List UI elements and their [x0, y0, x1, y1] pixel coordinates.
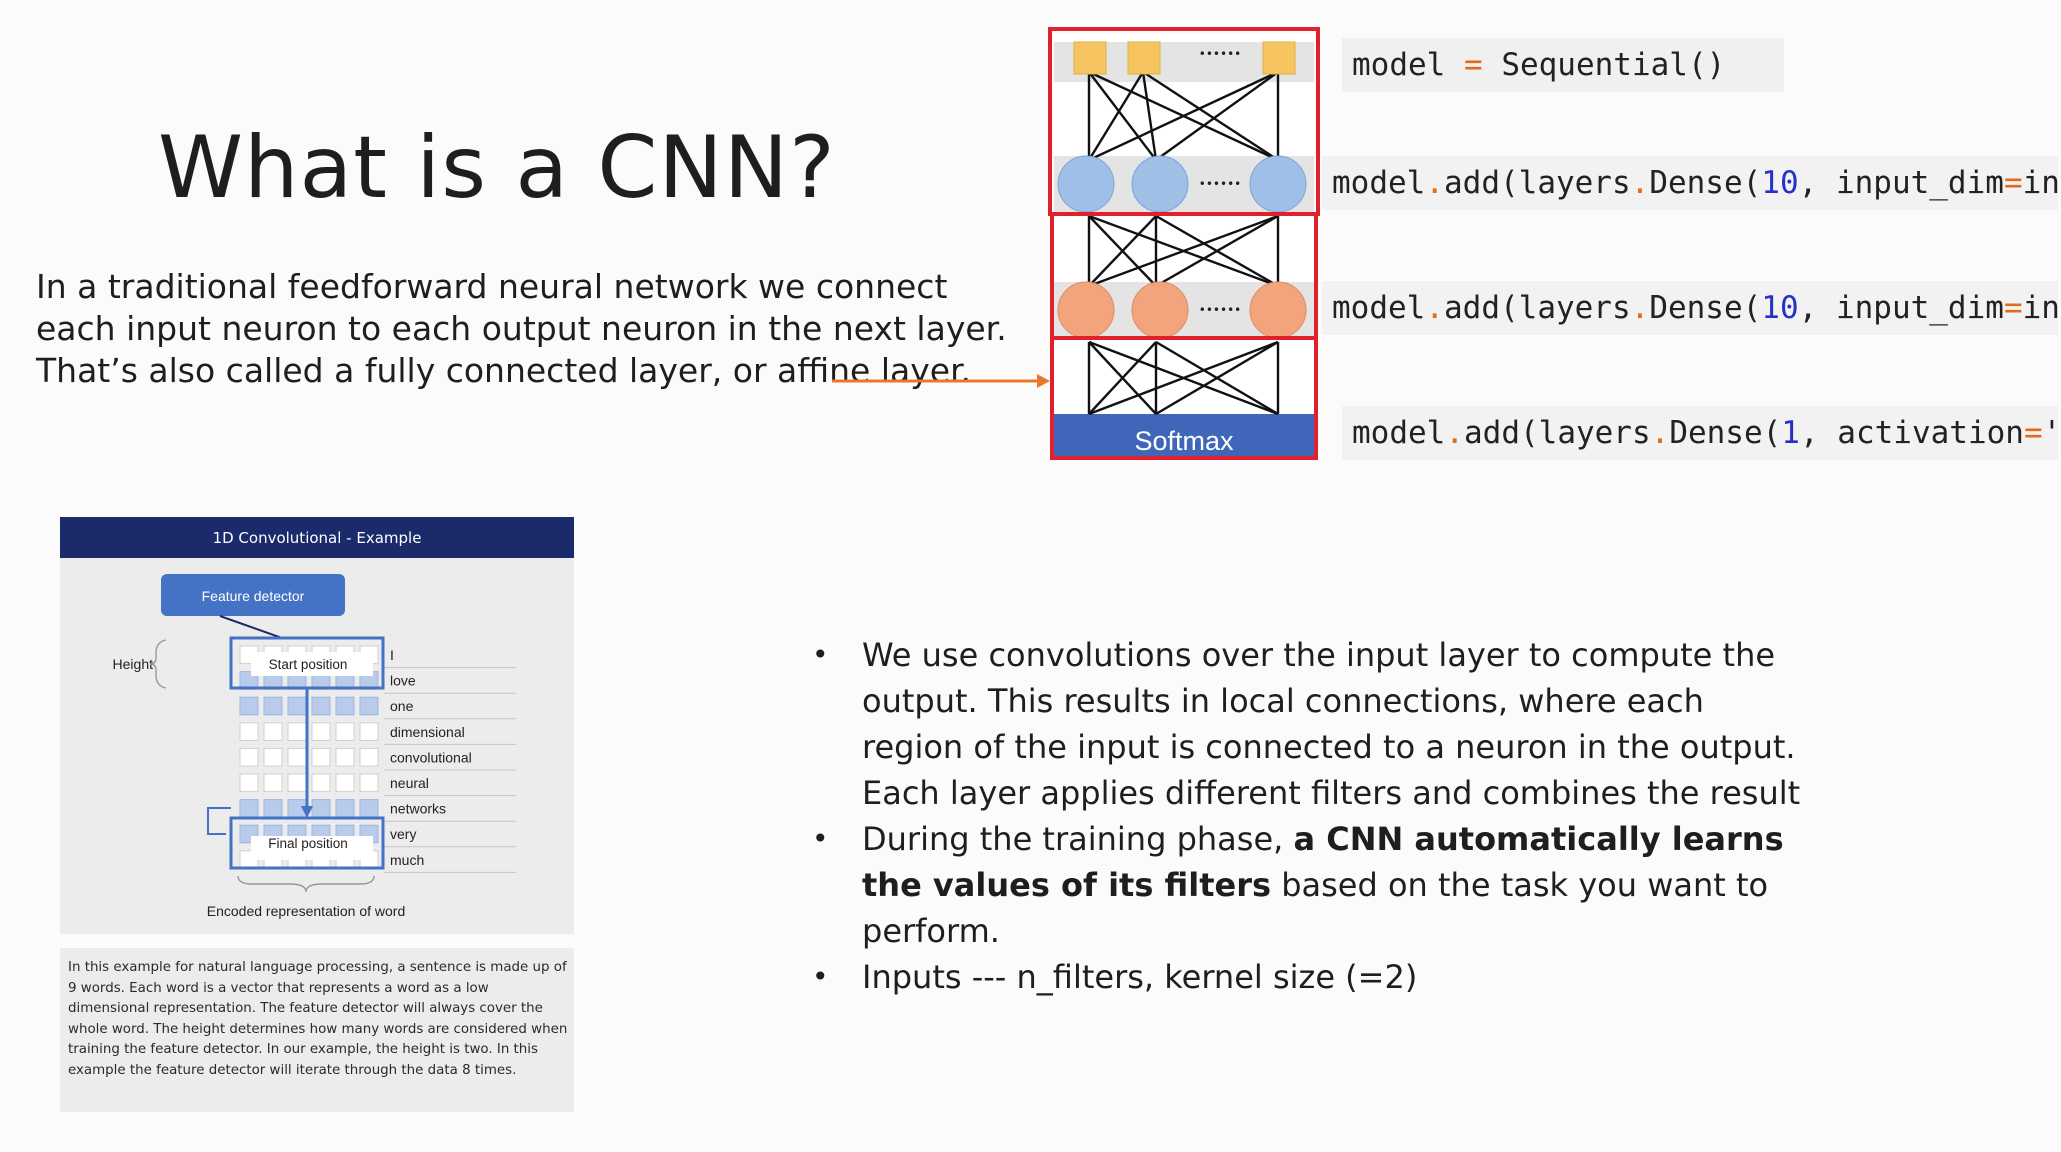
code-line-sequential: model = Sequential(): [1342, 38, 1784, 92]
softmax-label: Softmax: [1134, 426, 1234, 456]
word-vector-cell: [264, 748, 282, 766]
word-vector-cell: [312, 723, 330, 741]
word-label: love: [390, 672, 416, 689]
word-label: very: [390, 826, 417, 843]
word-vector-cell: [264, 723, 282, 741]
hidden-node-blue: [1132, 156, 1188, 212]
word-label: convolutional: [390, 749, 472, 766]
word-label: I: [390, 647, 394, 663]
svg-text:••••••: ••••••: [1198, 47, 1242, 61]
bullet-item: • Inputs --- n_filters, kernel size (=2): [812, 958, 1418, 996]
word-label: one: [390, 698, 414, 715]
word-label: networks: [390, 800, 447, 817]
hidden-node-orange: [1250, 282, 1306, 338]
hidden-node-orange: [1132, 282, 1188, 338]
word-vector-cell: [312, 697, 330, 715]
intro-paragraph: In a traditional feedforward neural network we connect each input neuron to each output neuron in the next layer. That’s also called a fully connected layer, or affine layer.: [36, 267, 1007, 390]
word-vector-cell: [288, 774, 306, 792]
height-label: Height: [112, 656, 153, 672]
word-vector-cell: [264, 800, 282, 818]
bullet-item: • We use convolutions over the input layer to compute the output. This results in local connections, where each region of the input is connected to a neuron in the output. Each layer applies different filters and combines the result: [812, 636, 1801, 812]
word-vector-cell: [360, 774, 378, 792]
code-line-dense-output: model.add(layers.Dense(1, activation=': [1342, 406, 2058, 460]
word-vector-cell: [264, 697, 282, 715]
word-vector-cell: [336, 800, 354, 818]
bullet-item: • During the training phase, a CNN automatically learns the values of its filters based on the task you want to perform.: [812, 820, 1784, 950]
word-label: dimensional: [390, 723, 465, 740]
word-vector-cell: [312, 774, 330, 792]
svg-text:••••••: ••••••: [1198, 177, 1242, 191]
word-vector-cell: [336, 748, 354, 766]
conv-example-diagram: [60, 558, 574, 934]
start-position-label: Start position: [268, 657, 348, 672]
conv-caption-text: In this example for natural language processing, a sentence is made up of 9 words. Each word is a vector that represents a word as a low dimensional representation. The feature detector will always cover the whole word. The height determines how many words are considered when training the feature detector. In our example, the height is two. In this example the feature detector will iterate through the data 8 times.: [68, 960, 568, 1078]
final-position-label: Final position: [268, 836, 348, 851]
word-vector-cell: [240, 723, 258, 741]
word-vector-cell: [360, 697, 378, 715]
bullet-list: [812, 632, 1812, 1000]
word-vector-cell: [264, 774, 282, 792]
word-vector-cell: [336, 723, 354, 741]
encoded-representation-label: Encoded representation of word: [206, 903, 406, 919]
feature-detector-label: Feature detector: [201, 588, 305, 604]
word-vector-cell: [288, 723, 306, 741]
word-vector-cell: [360, 723, 378, 741]
word-vector-cell: [312, 800, 330, 818]
word-vector-cell: [240, 697, 258, 715]
input-node: [1263, 42, 1295, 74]
hidden-node-blue: [1250, 156, 1306, 212]
word-vector-cell: [360, 748, 378, 766]
word-vector-cell: [288, 748, 306, 766]
conv-example-caption: [60, 948, 574, 1112]
word-vector-cell: [240, 774, 258, 792]
slide-title: What is a CNN?: [158, 118, 836, 218]
feedforward-network-diagram: [1046, 26, 1326, 462]
word-vector-cell: [360, 800, 378, 818]
word-vector-cell: [240, 748, 258, 766]
word-vector-cell: [336, 774, 354, 792]
hidden-node-orange: [1058, 282, 1114, 338]
word-label: neural: [390, 775, 429, 791]
svg-text:••••••: ••••••: [1198, 303, 1242, 317]
hidden-node-blue: [1058, 156, 1114, 212]
word-vector-cell: [336, 697, 354, 715]
word-label: much: [390, 851, 425, 868]
input-node: [1128, 42, 1160, 74]
word-vector-cell: [312, 748, 330, 766]
pointer-arrow-icon: [832, 372, 1052, 390]
code-line-dense-1: model.add(layers.Dense(10, input_dim=in: [1322, 156, 2058, 210]
input-node: [1074, 42, 1106, 74]
word-vector-cell: [288, 697, 306, 715]
conv-example-header: 1D Convolutional - Example: [60, 517, 574, 558]
word-vector-cell: [240, 800, 258, 818]
code-line-dense-2: model.add(layers.Dense(10, input_dim=in: [1322, 281, 2058, 335]
